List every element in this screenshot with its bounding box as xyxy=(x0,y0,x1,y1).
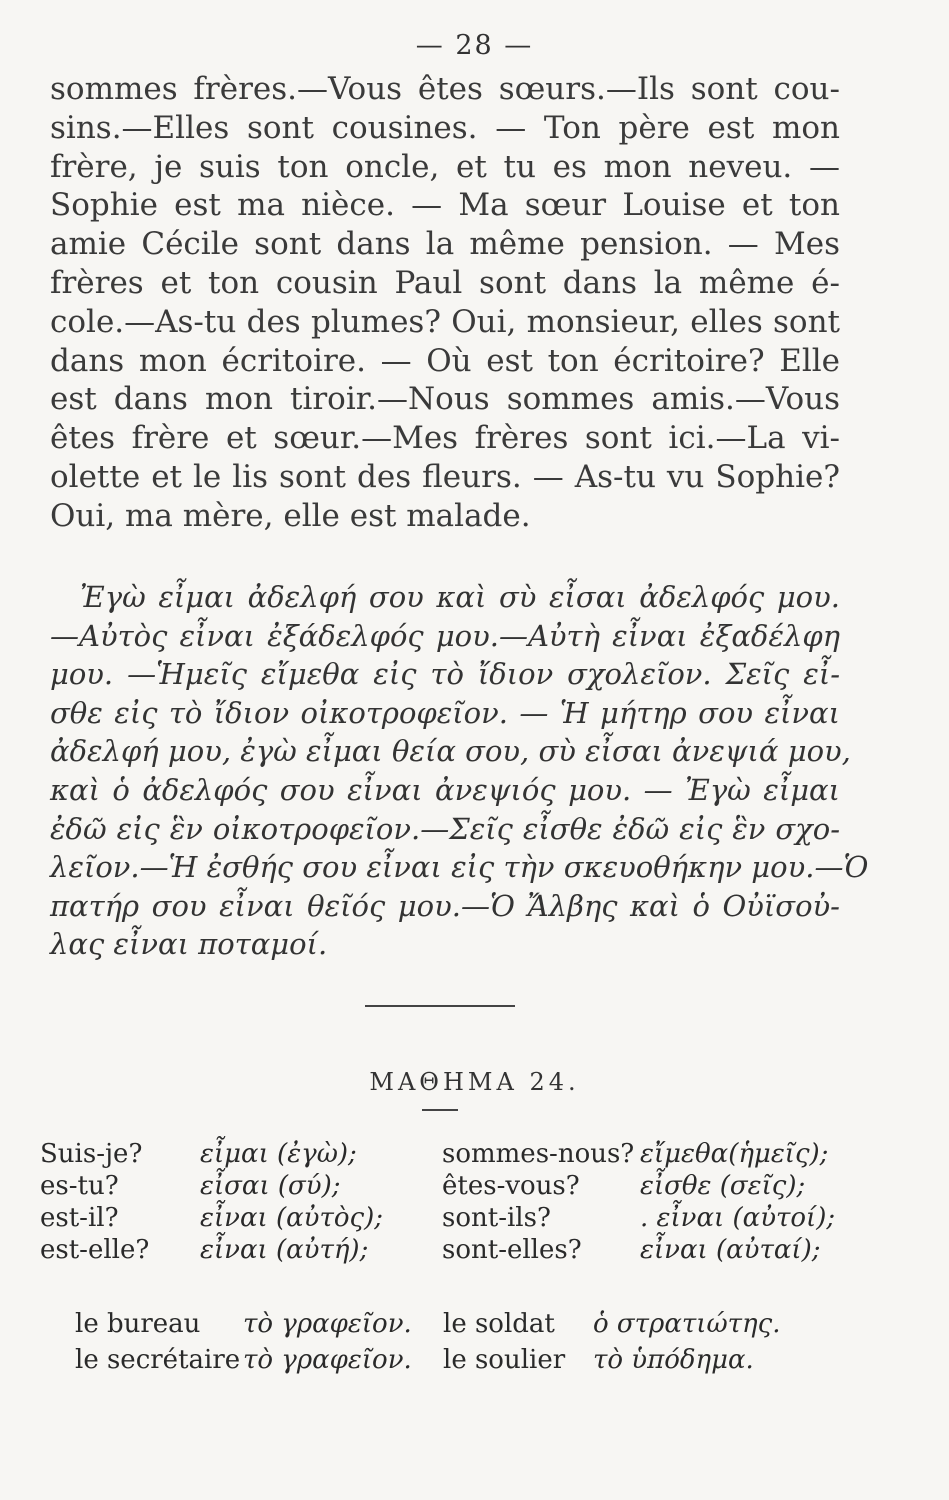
french-line: êtes frère et sœur.—Mes frères sont ici.—La vi- xyxy=(50,420,840,457)
french-question: sont-elles? xyxy=(442,1235,582,1265)
page-number: — 28 — xyxy=(415,30,534,61)
greek-line: λεῖον.—Ἡ ἐσθής σου εἶναι εἰς τὴν σκευοθήκην μου.—Ὁ xyxy=(50,850,869,885)
greek-translation: εἶσαι (σύ); xyxy=(200,1171,341,1201)
conjugation-table xyxy=(40,1138,840,1266)
french-question: sont-ils? xyxy=(442,1203,551,1233)
greek-translation: . εἶναι (αὐτοί); xyxy=(640,1203,836,1233)
french-line: amie Cécile sont dans la même pension. — Mes xyxy=(50,226,840,263)
greek-translation: εἶναι (αὐτὸς); xyxy=(200,1203,383,1233)
vocabulary-row xyxy=(75,1306,855,1342)
french-line: frères et ton cousin Paul sont dans la même é- xyxy=(50,264,840,301)
greek-word: τὸ γραφεῖον. xyxy=(243,1345,412,1375)
french-question: sommes-nous? xyxy=(442,1139,635,1169)
greek-translation: εἶναι (αὐτή); xyxy=(200,1235,369,1265)
greek-line: —Αὐτὸς εἶναι ἐξάδελφός μου.—Αὐτὴ εἶναι ἐξαδέλφη xyxy=(50,618,840,653)
greek-line: λας εἶναι ποταμοί. xyxy=(50,927,328,962)
vocabulary-row xyxy=(75,1342,855,1378)
french-line: est dans mon tiroir.—Nous sommes amis.—Vous xyxy=(50,381,840,418)
lesson-title: ΜΑΘΗΜΑ 24. xyxy=(369,1068,580,1096)
french-line: Oui, ma mère, elle est malade. xyxy=(50,497,531,534)
french-line: cole.—As-tu des plumes? Oui, monsieur, elles sont xyxy=(50,303,840,340)
greek-line: ἀδελφή μου, ἐγὼ εἶμαι θεία σου, σὺ εἶσαι ἀνεψιά μου, xyxy=(50,734,851,769)
conjugation-row xyxy=(40,1138,840,1170)
french-word: le bureau xyxy=(75,1309,201,1339)
greek-word: τὸ γραφεῖον. xyxy=(243,1309,412,1339)
french-word: le soulier xyxy=(443,1345,566,1375)
section-divider xyxy=(365,1005,515,1007)
french-question: Suis-je? xyxy=(40,1139,143,1169)
french-question: es-tu? xyxy=(40,1171,119,1201)
french-line: olette et le lis sont des fleurs. — As-tu vu Sophie? xyxy=(50,458,840,495)
greek-word: τὸ ὑπόδημα. xyxy=(593,1345,754,1375)
conjugation-row xyxy=(40,1170,840,1202)
french-word: le secrétaire xyxy=(75,1345,241,1375)
greek-line: σθε εἰς τὸ ἴδιον οἰκοτροφεῖον. — Ἡ μήτηρ σου εἶναι xyxy=(50,695,840,730)
greek-line: καὶ ὁ ἀδελφός σου εἶναι ἀνεψιός μου. — Ἐγὼ εἶμαι xyxy=(50,772,840,807)
greek-line: μου. —Ἡμεῖς εἴμεθα εἰς τὸ ἴδιον σχολεῖον. Σεῖς εἶ- xyxy=(50,657,840,692)
french-question: est-il? xyxy=(40,1203,119,1233)
title-underline xyxy=(422,1109,458,1111)
french-exercise-text xyxy=(50,70,840,536)
french-word: le soldat xyxy=(443,1309,555,1339)
greek-line: ἐδῶ εἰς ἓν οἰκοτροφεῖον.—Σεῖς εἶσθε ἐδῶ εἰς ἓν σχο- xyxy=(50,811,840,846)
french-line: Sophie est ma nièce. — Ma sœur Louise et ton xyxy=(50,187,840,224)
french-line: sins.—Elles sont cousines. — Ton père est mon xyxy=(50,109,840,146)
greek-word: ὁ στρατιώτης. xyxy=(593,1309,781,1339)
greek-translation: εἶσθε (σεῖς); xyxy=(640,1171,806,1201)
vocabulary-table xyxy=(75,1306,855,1378)
french-question: est-elle? xyxy=(40,1235,150,1265)
french-line: dans mon écritoire. — Où est ton écritoire? Elle xyxy=(50,342,840,379)
conjugation-row xyxy=(40,1234,840,1266)
greek-line: Ἐγὼ εἶμαι ἀδελφή σου καὶ σὺ εἶσαι ἀδελφός μου. xyxy=(80,580,840,614)
french-line: frère, je suis ton oncle, et tu es mon neveu. — xyxy=(50,148,840,185)
greek-line: πατήρ σου εἶναι θεῖός μου.—Ὁ Ἄλβης καὶ ὁ Οὐϊσοὐ- xyxy=(50,888,840,923)
conjugation-row xyxy=(40,1202,840,1234)
greek-exercise-text xyxy=(50,578,869,964)
greek-translation: εἴμεθα(ἡμεῖς); xyxy=(640,1139,829,1169)
greek-translation: εἶναι (αὐταί); xyxy=(640,1235,821,1265)
french-question: êtes-vous? xyxy=(442,1171,580,1201)
french-line: sommes frères.—Vous êtes sœurs.—Ils sont cou- xyxy=(50,71,840,107)
greek-translation: εἶμαι (ἐγὼ); xyxy=(200,1139,357,1169)
